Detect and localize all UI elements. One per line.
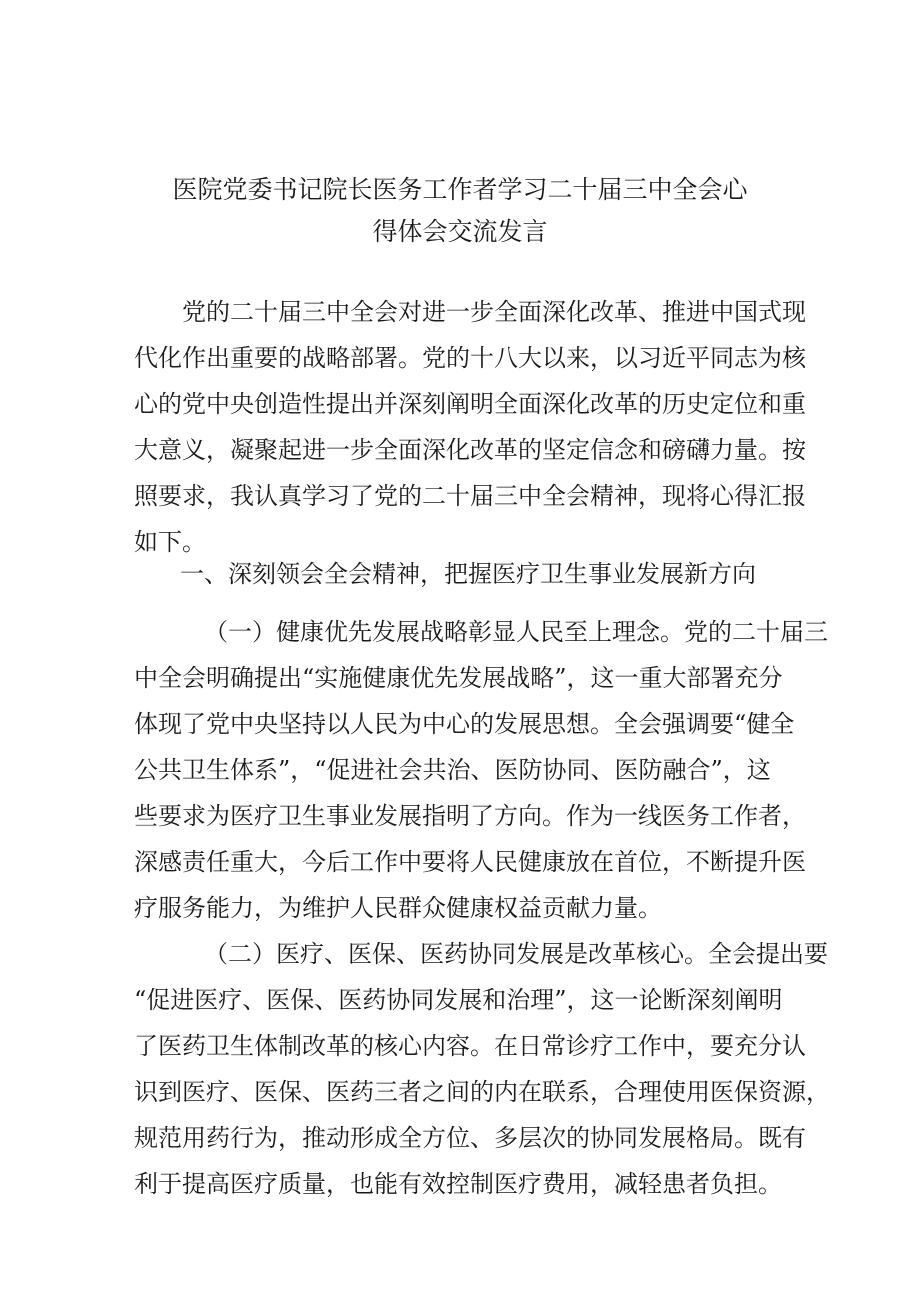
paragraph-line: 中全会明确提出“实施健康优先发展战略”，这一重大部署充分 [134, 664, 783, 692]
paragraph-line: 公共卫生体系”，“促进社会共治、医防协同、医防融合”，这 [134, 756, 771, 784]
document-title-line-1: 医院党委书记院长医务工作者学习二十届三中全会心 [172, 175, 748, 204]
paragraph-line: （一）健康优先发展战略彰显人民至上理念。党的二十届三 [204, 618, 828, 646]
document-title-line-2: 得体会交流发言 [372, 217, 548, 246]
paragraph-line: 了医药卫生体制改革的核心内容。在日常诊疗工作中，要充分认 [134, 1032, 806, 1060]
paragraph-line: 规范用药行为，推动形成全方位、多层次的协同发展格局。既有 [134, 1124, 806, 1152]
paragraph-line: 识到医疗、医保、医药三者之间的内在联系，合理使用医保资源， [134, 1078, 830, 1106]
section-heading-1: 一、深刻领会全会精神，把握医疗卫生事业发展新方向 [180, 560, 756, 588]
intro-line: 代化作出重要的战略部署。党的十八大以来，以习近平同志为核 [134, 344, 806, 372]
paragraph-line: 些要求为医疗卫生事业发展指明了方向。作为一线医务工作者， [134, 802, 806, 830]
paragraph-line: 体现了党中央坚持以人民为中心的发展思想。全会强调要“健全 [134, 710, 795, 738]
intro-line: 照要求，我认真学习了党的二十届三中全会精神，现将心得汇报 [134, 482, 806, 510]
paragraph-line: 深感责任重大，今后工作中要将人民健康放在首位，不断提升医 [134, 848, 806, 876]
paragraph-line: “促进医疗、医保、医药协同发展和治理”，这一论断深刻阐明 [134, 986, 783, 1014]
intro-line: 心的党中央创造性提出并深刻阐明全面深化改革的历史定位和重 [134, 390, 806, 418]
paragraph-line: 利于提高医疗质量，也能有效控制医疗费用，减轻患者负担。 [134, 1170, 782, 1198]
intro-line: 大意义，凝聚起进一步全面深化改革的坚定信念和磅礴力量。按 [134, 436, 806, 464]
paragraph-line: （二）医疗、医保、医药协同发展是改革核心。全会提出要 [204, 940, 828, 968]
intro-line: 如下。 [134, 528, 206, 556]
intro-line: 党的二十届三中全会对进一步全面深化改革、推进中国式现 [182, 298, 806, 326]
paragraph-line: 疗服务能力，为维护人民群众健康权益贡献力量。 [134, 894, 662, 922]
